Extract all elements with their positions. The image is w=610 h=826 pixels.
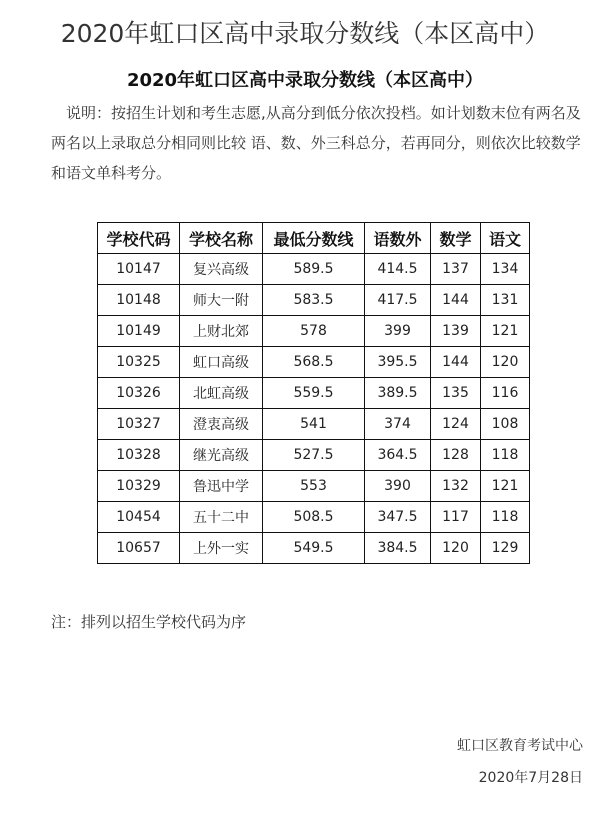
table-cell: 10325	[98, 347, 180, 378]
description: 说明：按招生计划和考生志愿,从高分到低分依次投档。如计划数末位有两名及两名以上录取总分相同则比较 语、数、外三科总分，若再同分，则依次比较数学和语文单科考分。	[51, 104, 581, 182]
column-header: 最低分数线	[263, 223, 365, 254]
table-header-row	[98, 223, 530, 254]
table-cell: 583.5	[263, 285, 365, 316]
table-cell: 10329	[98, 471, 180, 502]
table-cell: 121	[481, 471, 530, 502]
table-cell: 108	[481, 409, 530, 440]
table-cell: 414.5	[365, 254, 431, 285]
table-cell: 复兴高级	[180, 254, 263, 285]
table-cell: 384.5	[365, 533, 431, 564]
admission-score-table	[97, 222, 530, 564]
table-cell: 118	[481, 502, 530, 533]
table-cell: 116	[481, 378, 530, 409]
table-cell: 虹口高级	[180, 347, 263, 378]
table-cell: 135	[431, 378, 481, 409]
table-cell: 508.5	[263, 502, 365, 533]
table-cell: 144	[431, 347, 481, 378]
table-cell: 澄衷高级	[180, 409, 263, 440]
table-cell: 549.5	[263, 533, 365, 564]
table-cell: 124	[431, 409, 481, 440]
column-header: 学校名称	[180, 223, 263, 254]
table-cell: 568.5	[263, 347, 365, 378]
table-cell: 10657	[98, 533, 180, 564]
table-row	[98, 409, 530, 440]
document-title: 2020年虹口区高中录取分数线（本区高中）	[126, 70, 484, 91]
table-row	[98, 378, 530, 409]
table-cell: 128	[431, 440, 481, 471]
table-cell: 399	[365, 316, 431, 347]
table-cell: 10326	[98, 378, 180, 409]
table-cell: 541	[263, 409, 365, 440]
table-cell: 578	[263, 316, 365, 347]
table-row	[98, 440, 530, 471]
table-row	[98, 533, 530, 564]
table-row	[98, 347, 530, 378]
table-cell: 132	[431, 471, 481, 502]
table-cell: 553	[263, 471, 365, 502]
table-cell: 129	[481, 533, 530, 564]
table-cell: 北虹高级	[180, 378, 263, 409]
table-cell: 上财北郊	[180, 316, 263, 347]
table-row	[98, 471, 530, 502]
table-cell: 417.5	[365, 285, 431, 316]
column-header: 数学	[431, 223, 481, 254]
table-cell: 347.5	[365, 502, 431, 533]
table-cell: 527.5	[263, 440, 365, 471]
table-cell: 134	[481, 254, 530, 285]
table-cell: 131	[481, 285, 530, 316]
table-cell: 五十二中	[180, 502, 263, 533]
table-cell: 121	[481, 316, 530, 347]
table-cell: 120	[431, 533, 481, 564]
issuing-organization: 虹口区教育考试中心	[457, 738, 583, 754]
table-cell: 559.5	[263, 378, 365, 409]
page-title: 2020年虹口区高中录取分数线（本区高中）	[60, 19, 550, 48]
table-cell: 鲁迅中学	[180, 471, 263, 502]
issue-date: 2020年7月28日	[478, 770, 583, 786]
column-header: 语数外	[365, 223, 431, 254]
table-cell: 10148	[98, 285, 180, 316]
table-row	[98, 316, 530, 347]
table-cell: 10149	[98, 316, 180, 347]
table-cell: 师大一附	[180, 285, 263, 316]
table-cell: 589.5	[263, 254, 365, 285]
table-cell: 137	[431, 254, 481, 285]
table-cell: 389.5	[365, 378, 431, 409]
table-cell: 10454	[98, 502, 180, 533]
table-cell: 继光高级	[180, 440, 263, 471]
table-row	[98, 502, 530, 533]
table-cell: 120	[481, 347, 530, 378]
table-cell: 10327	[98, 409, 180, 440]
table-cell: 10147	[98, 254, 180, 285]
table-cell: 374	[365, 409, 431, 440]
table-cell: 118	[481, 440, 530, 471]
table-cell: 上外一实	[180, 533, 263, 564]
table-cell: 395.5	[365, 347, 431, 378]
table-cell: 364.5	[365, 440, 431, 471]
table-row	[98, 254, 530, 285]
column-header: 语文	[481, 223, 530, 254]
table-cell: 139	[431, 316, 481, 347]
table-cell: 117	[431, 502, 481, 533]
table-cell: 144	[431, 285, 481, 316]
column-header: 学校代码	[98, 223, 180, 254]
table-cell: 390	[365, 471, 431, 502]
footnote: 注：排列以招生学校代码为序	[51, 613, 247, 631]
table-cell: 10328	[98, 440, 180, 471]
table-row	[98, 285, 530, 316]
